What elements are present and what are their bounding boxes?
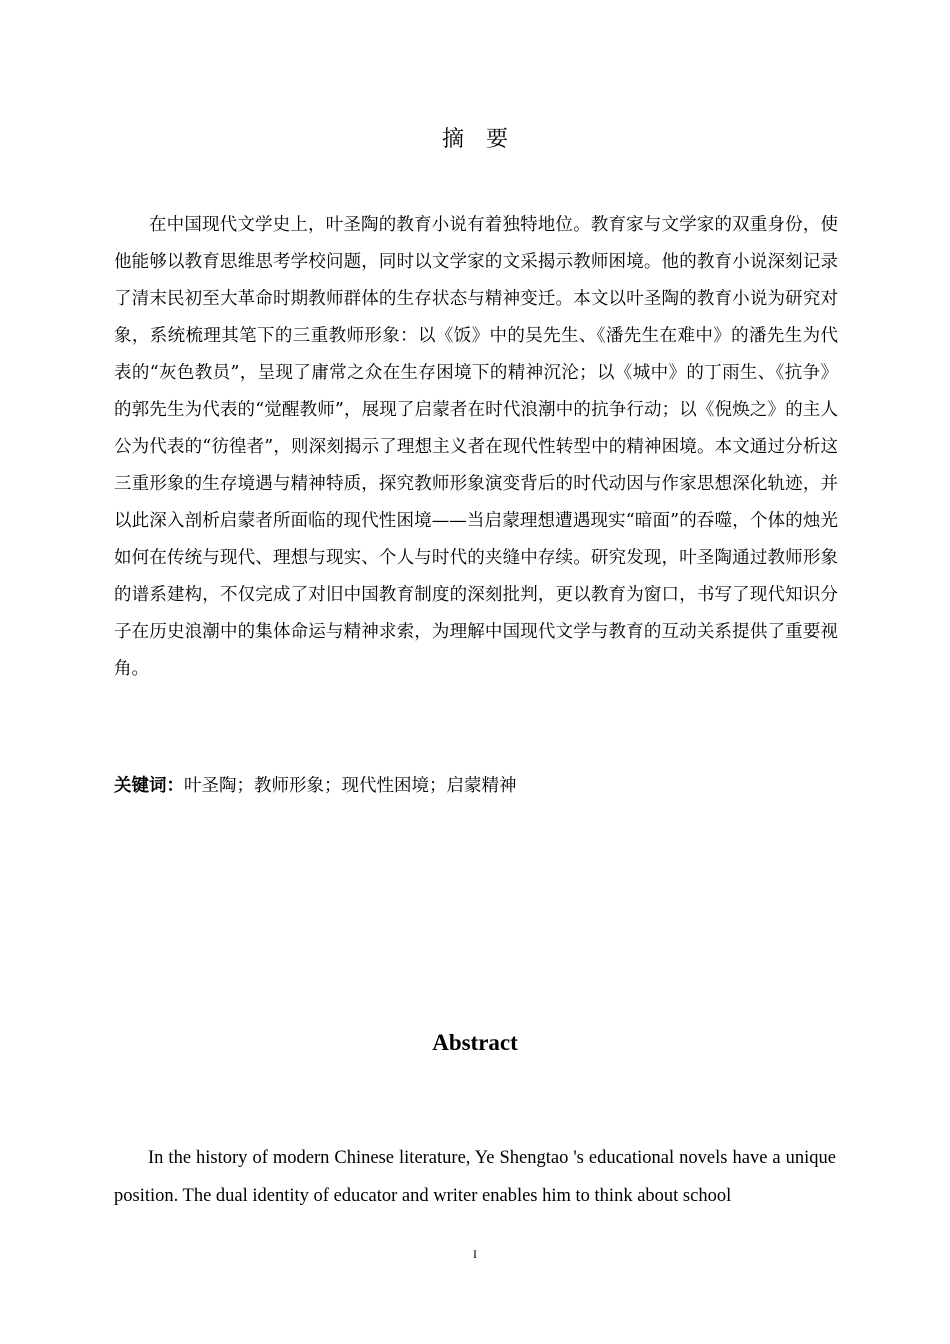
keywords-value: 叶圣陶；教师形象；现代性困境；启蒙精神 xyxy=(184,776,517,796)
chinese-abstract-title: 摘 要 xyxy=(441,127,508,152)
keywords-label: 关键词： xyxy=(114,776,184,796)
english-abstract-title: Abstract xyxy=(432,1030,518,1055)
page-number: I xyxy=(473,1247,477,1261)
english-abstract-body: In the history of modern Chinese literature, Ye Shengtao 's educational novels have a unique position. The dual identity of educator and writer enables him to think about school xyxy=(114,1148,836,1206)
chinese-abstract-body: 在中国现代文学史上，叶圣陶的教育小说有着独特地位。教育家与文学家的双重身份，使他能够以教育思维思考学校问题，同时以文学家的文采揭示教师困境。他的教育小说深刻记录了清末民初至大革命时期教师群体的生存状态与精神变迁。本文以叶圣陶的教育小说为研究对象，系统梳理其笔下的三重教师形象：以《饭》中的吴先生、《潘先生在难中》的潘先生为代表的“灰色教员”，呈现了庸常之众在生存困境下的精神沉沦；以《城中》的丁雨生、《抗争》的郭先生为代表的“觉醒教师”，展现了启蒙者在时代浪潮中的抗争行动；以《倪焕之》的主人公为代表的“彷徨者”，则深刻揭示了理想主义者在现代性转型中的精神困境。本文通过分析这三重形象的生存境遇与精神特质，探究教师形象演变背后的时代动因与作家思想深化轨迹，并以此深入剖析启蒙者所面临的现代性困境——当启蒙理想遭遇现实“暗面”的吞噬，个体的烛光如何在传统与现代、理想与现实、个人与时代的夹缝中存续。研究发现，叶圣陶通过教师形象的谱系建构，不仅完成了对旧中国教育制度的深刻批判，更以教育为窗口，书写了现代知识分子在历史浪潮中的集体命运与精神求索，为理解中国现代文学与教育的互动关系提供了重要视角。 xyxy=(114,215,838,679)
keywords-line xyxy=(114,768,838,805)
